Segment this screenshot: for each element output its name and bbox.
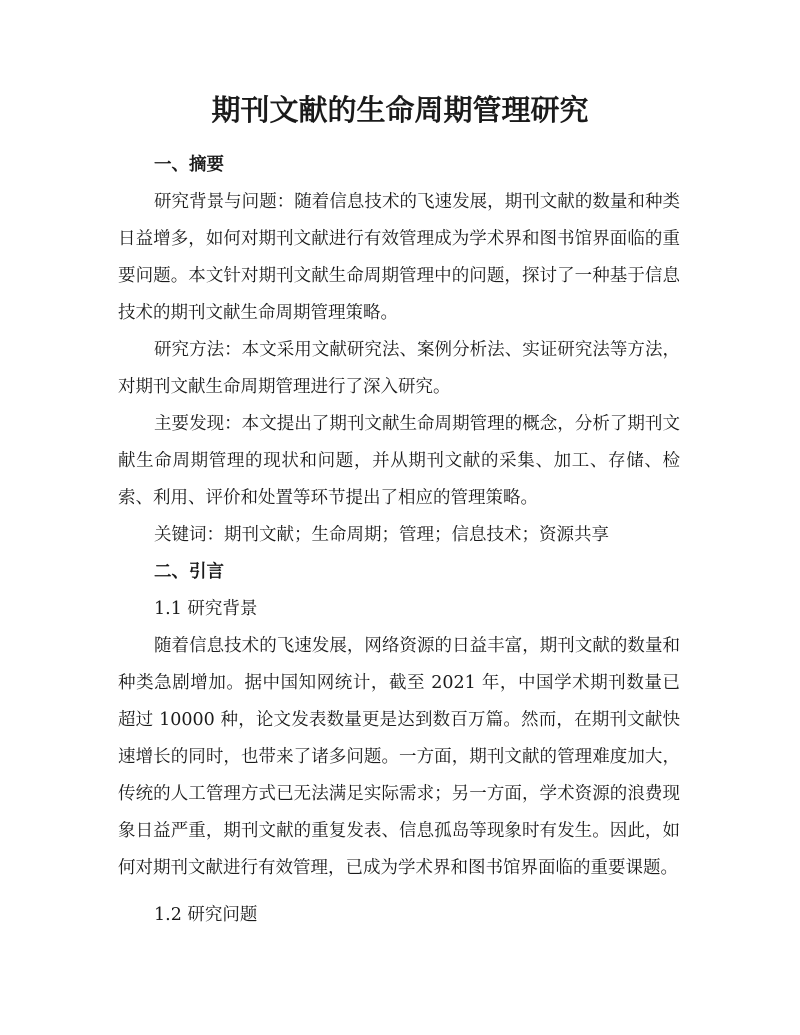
subsection-heading-research-question: 1.2 研究问题: [154, 905, 258, 925]
subsection-heading-background: 1.1 研究背景: [154, 599, 258, 619]
document-title: 期刊文献的生命周期管理研究: [211, 93, 589, 127]
keywords-line: 关键词：期刊文献；生命周期；管理；信息技术；资源共享: [154, 525, 609, 545]
section-heading-abstract: 一、摘要: [154, 155, 224, 175]
abstract-findings-paragraph: 主要发现：本文提出了期刊文献生命周期管理的概念，分析了期刊文献生命周期管理的现状和问题，并从期刊文献的采集、加工、存储、检索、利用、评价和处置等环节提出了相应的管理策略。: [118, 414, 680, 508]
section-heading-introduction: 二、引言: [154, 562, 224, 582]
abstract-background-paragraph: 研究背景与问题：随着信息技术的飞速发展，期刊文献的数量和种类日益增多，如何对期刊文献进行有效管理成为学术界和图书馆界面临的重要问题。本文针对期刊文献生命周期管理中的问题，探讨了一种基于信息技术的期刊文献生命周期管理策略。: [118, 192, 680, 323]
abstract-methods-paragraph: 研究方法：本文采用文献研究法、案例分析法、实证研究法等方法，对期刊文献生命周期管理进行了深入研究。: [118, 340, 680, 397]
document-body: [118, 147, 680, 934]
background-paragraph: 随着信息技术的飞速发展，网络资源的日益丰富，期刊文献的数量和种类急剧增加。据中国知网统计，截至 2021 年，中国学术期刊数量已超过 10000 种，论文发表数量更是达到数百万篇。然而，在期刊文献快速增长的同时，也带来了诸多问题。一方面，期刊文献的管理难度加大，传统的人工管理方式已无法满足实际需求；另一方面，学术资源的浪费现象日益严重，期刊文献的重复发表、信息孤岛等现象时有发生。因此，如何对期刊文献进行有效管理，已成为学术界和图书馆界面临的重要课题。: [118, 636, 680, 878]
